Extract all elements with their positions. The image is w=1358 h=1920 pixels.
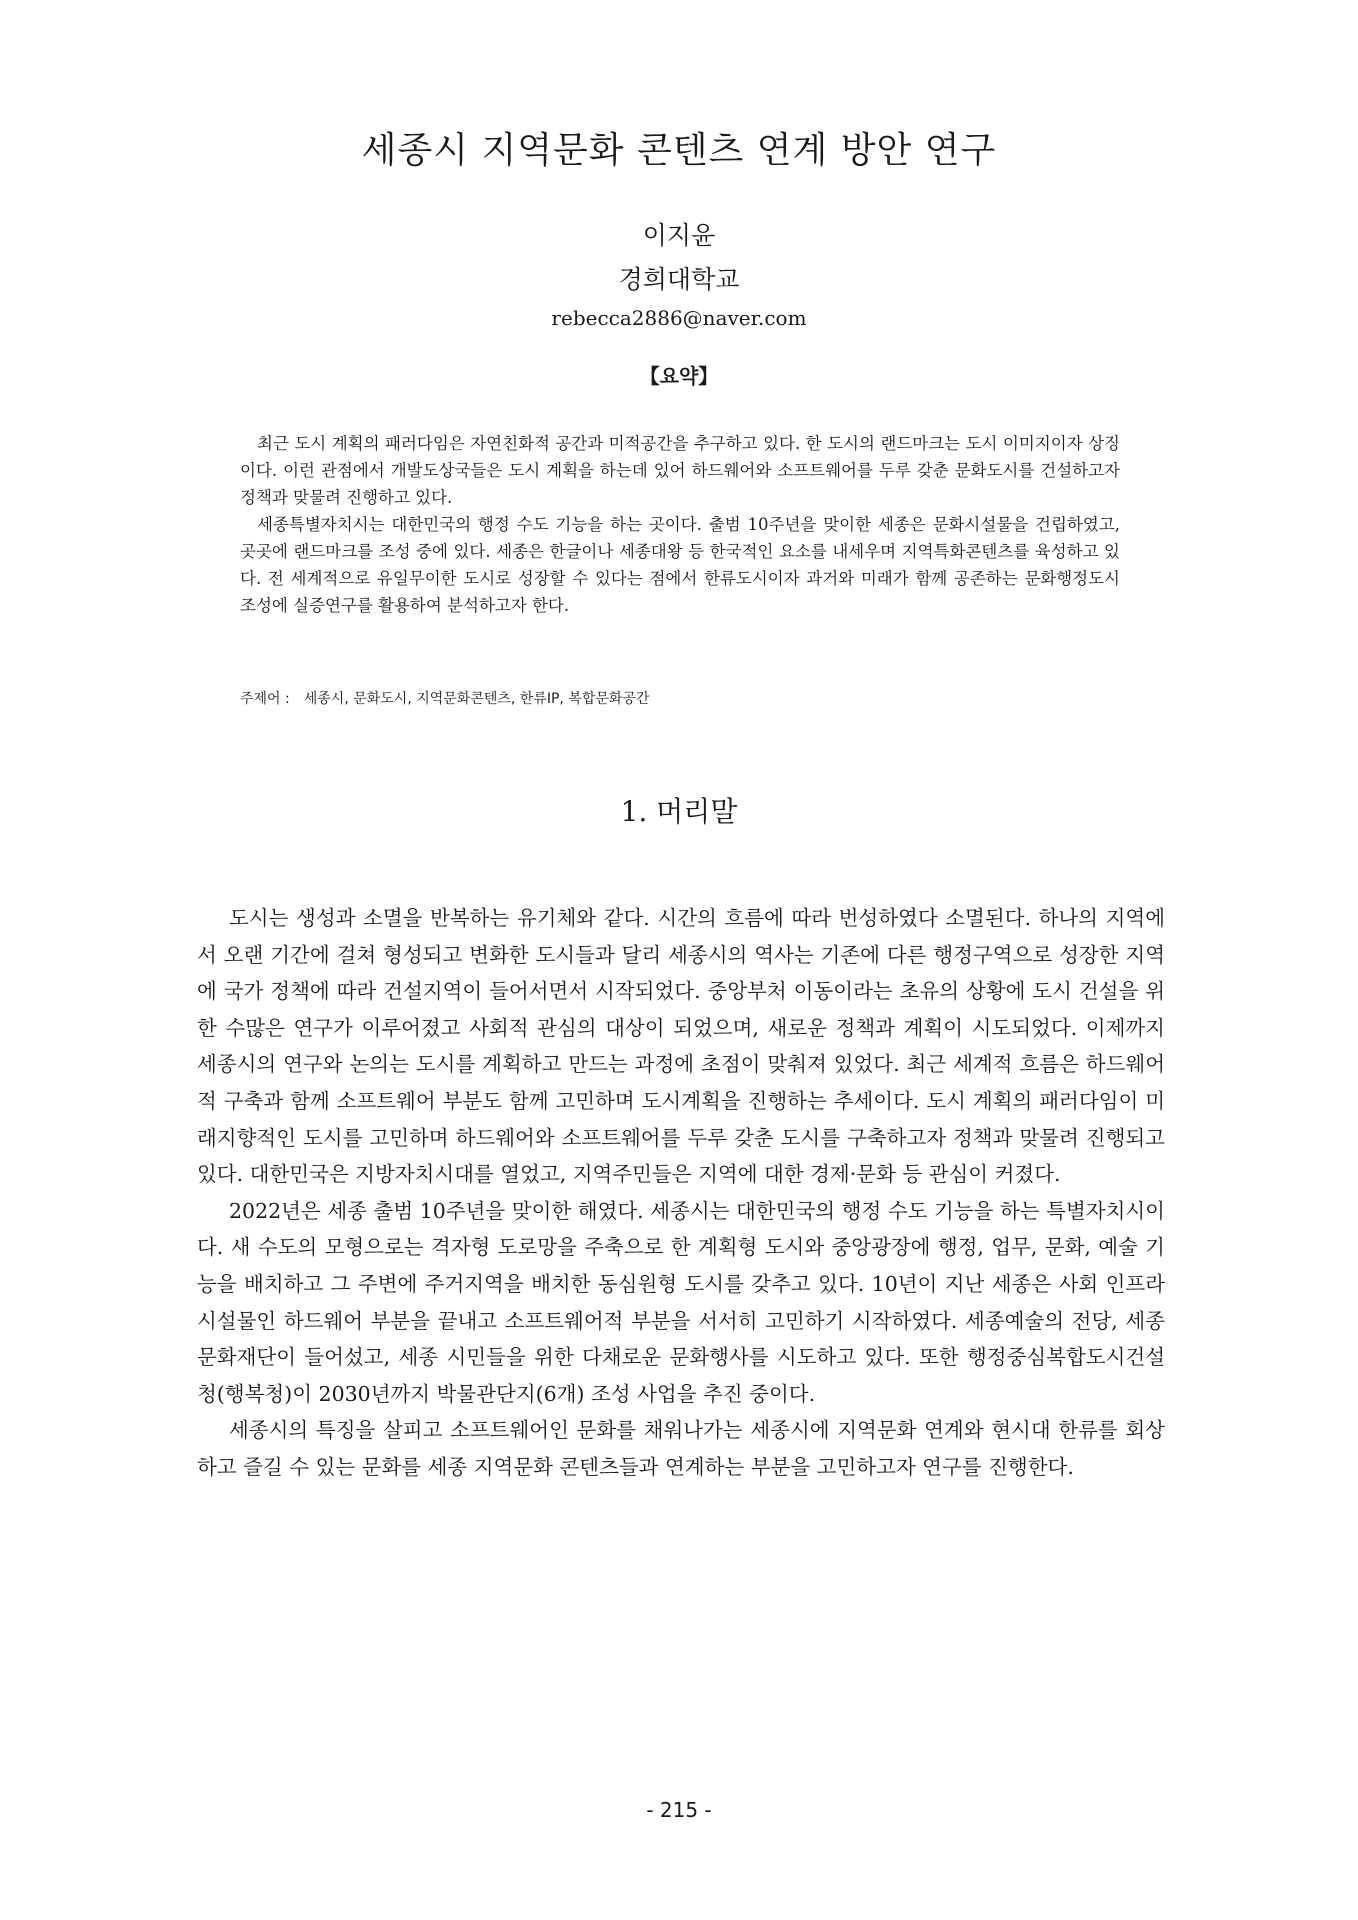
author-email: rebecca2886@naver.com bbox=[551, 306, 807, 330]
keywords-list: 세종시, 문화도시, 지역문화콘텐츠, 한류IP, 복합문화공간 bbox=[303, 691, 650, 707]
abstract-heading: 【요약】 bbox=[639, 364, 719, 388]
paper-title: 세종시 지역문화 콘텐츠 연계 방안 연구 bbox=[361, 130, 997, 171]
page-number: - 215 - bbox=[646, 1798, 712, 1822]
section-body bbox=[197, 900, 1165, 1486]
author-affiliation: 경희대학교 bbox=[618, 265, 740, 294]
body-paragraph: 2022년은 세종 출범 10주년을 맞이한 해였다. 세종시는 대한민국의 행정 수도 기능을 하는 특별자치시이다. 새 수도의 모형으로는 격자형 도로망을 주축으로 한 계획형 도시와 중앙광장에 행정, 업무, 문화, 예술 기능을 배치하고 그 주변에 주거지역을 배치한 동심원형 도시를 갖추고 있다. 10년이 지난 세종은 사회 인프라 시설물인 하드웨어 부분을 끝내고 소프트웨어적 부분을 서서히 고민하기 시작하였다. 세종예술의 전당, 세종문화재단이 들어섰고, 세종 시민들을 위한 다채로운 문화행사를 시도하고 있다. 또한 행정중심복합도시건설청(행복청)이 2030년까지 박물관단지(6개) 조성 사업을 추진 중이다. bbox=[197, 1198, 1165, 1406]
abstract-paragraph: 세종특별자치시는 대한민국의 행정 수도 기능을 하는 곳이다. 출범 10주년을 맞이한 세종은 문화시설물을 건립하였고, 곳곳에 랜드마크를 조성 중에 있다. 세종은 한글이나 세종대왕 등 한국적인 요소를 내세우며 지역특화콘텐츠를 육성하고 있다. 전 세계적으로 유일무이한 도시로 성장할 수 있다는 점에서 한류도시이자 과거와 미래가 함께 공존하는 문화행정도시 조성에 실증연구를 활용하여 분석하고자 한다. bbox=[240, 515, 1120, 615]
abstract-paragraph: 최근 도시 계획의 패러다임은 자연친화적 공간과 미적공간을 추구하고 있다. 한 도시의 랜드마크는 도시 이미지이자 상징이다. 이런 관점에서 개발도상국들은 도시 계획을 하는데 있어 하드웨어와 소프트웨어를 두루 갖춘 문화도시를 건설하고자 정책과 맞물려 진행하고 있다. bbox=[240, 434, 1120, 507]
keywords bbox=[240, 688, 1120, 708]
body-paragraph: 도시는 생성과 소멸을 반복하는 유기체와 같다. 시간의 흐름에 따라 번성하였다 소멸된다. 하나의 지역에서 오랜 기간에 걸쳐 형성되고 변화한 도시들과 달리 세종시의 역사는 기존에 다른 행정구역으로 성장한 지역에 국가 정책에 따라 건설지역이 들어서면서 시작되었다. 중앙부처 이동이라는 초유의 상황에 도시 건설을 위한 수많은 연구가 이루어졌고 사회적 관심의 대상이 되었으며, 새로운 정책과 계획이 시도되었다. 이제까지 세종시의 연구와 논의는 도시를 계획하고 만드는 과정에 초점이 맞춰져 있었다. 최근 세계적 흐름은 하드웨어적 구축과 함께 소프트웨어 부분도 함께 고민하며 도시계획을 진행하는 추세이다. 도시 계획의 패러다임이 미래지향적인 도시를 고민하며 하드웨어와 소프트웨어를 두루 갖춘 도시를 구축하고자 정책과 맞물려 진행되고 있다. 대한민국은 지방자치시대를 열었고, 지역주민들은 지역에 대한 경제·문화 등 관심이 커졌다. bbox=[197, 906, 1165, 1187]
keywords-label: 주제어 : bbox=[240, 691, 290, 707]
abstract-body bbox=[240, 430, 1120, 619]
author-name: 이지윤 bbox=[642, 221, 716, 250]
section-heading: 1. 머리말 bbox=[620, 795, 738, 828]
body-paragraph: 세종시의 특징을 살피고 소프트웨어인 문화를 채워나가는 세종시에 지역문화 연계와 현시대 한류를 회상하고 즐길 수 있는 문화를 세종 지역문화 콘텐츠들과 연계하는 부분을 고민하고자 연구를 진행한다. bbox=[197, 1418, 1165, 1479]
